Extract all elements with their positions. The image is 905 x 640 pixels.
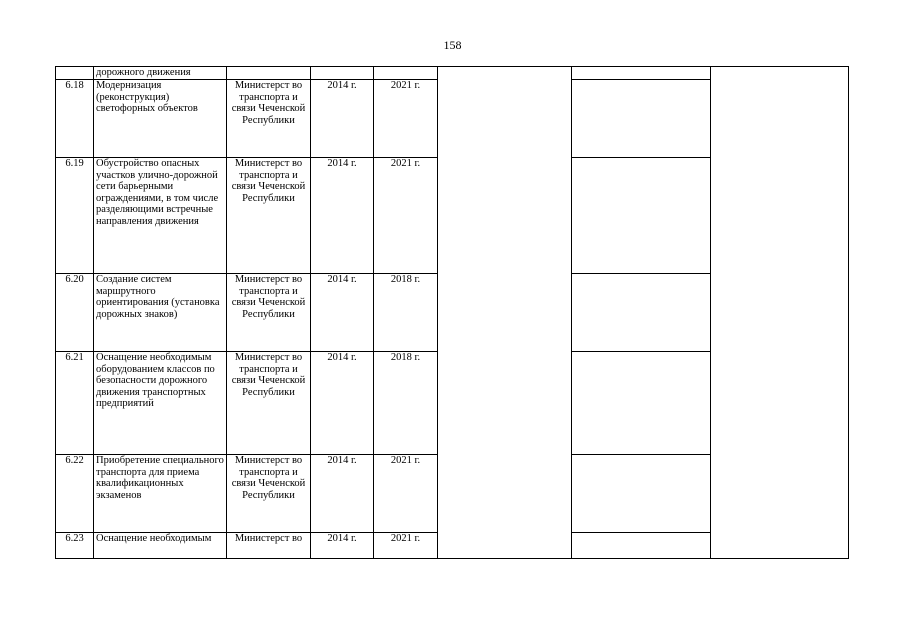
cell-end-year: 2018 г. [374,274,438,352]
cell-start-year: 2014 г. [311,455,374,533]
cell-number: 6.20 [56,274,94,352]
cell-end-year: 2021 г. [374,533,438,559]
cell-number: 6.23 [56,533,94,559]
cell-measure-name: Создание систем маршрутного ориентирования (установка дорожных знаков) [94,274,227,352]
cell-number: 6.21 [56,352,94,455]
cell-executor: Министерст во транспорта и связи Чеченской Республики [227,455,311,533]
table-row-continued [56,67,849,80]
cell-executor: Министерст во транспорта и связи Чеченской Республики [227,352,311,455]
cell-start-year: 2014 г. [311,352,374,455]
cell-blank [572,533,711,559]
cell-blank [572,352,711,455]
cell-merged-column-last [711,67,849,559]
cell-end-year: 2021 г. [374,158,438,274]
cell-blank [572,67,711,80]
cell-measure-name: Оснащение необходимым [94,533,227,559]
cell-executor: Министерст во транспорта и связи Чеченской Республики [227,158,311,274]
cell-start-year: 2014 г. [311,274,374,352]
cell-measure-name: дорожного движения [94,67,227,80]
cell-measure-name: Приобретение специального транспорта для приема квалификационных экзаменов [94,455,227,533]
cell-executor: Министерст во транспорта и связи Чеченской Республики [227,274,311,352]
cell-measure-name: Модернизация (реконструкция) светофорных объектов [94,80,227,158]
cell-start-year: 2014 г. [311,80,374,158]
cell-measure-name: Оснащение необходимым оборудованием классов по безопасности дорожного движения транспортных предприятий [94,352,227,455]
cell-number: 6.18 [56,80,94,158]
cell-executor [227,67,311,80]
cell-start-year: 2014 г. [311,533,374,559]
cell-blank [572,455,711,533]
cell-end-year: 2021 г. [374,455,438,533]
program-measures-table [55,66,849,559]
cell-measure-name: Обустройство опасных участков улично-дорожной сети барьерными ограждениями, в том числе разделяющими встречные направления движения [94,158,227,274]
cell-merged-column [438,67,572,559]
cell-number: 6.19 [56,158,94,274]
cell-number [56,67,94,80]
cell-end-year: 2018 г. [374,352,438,455]
cell-number: 6.22 [56,455,94,533]
page-number: 158 [443,38,462,52]
cell-blank [572,274,711,352]
cell-executor: Министерст во транспорта и связи Чеченской Республики [227,80,311,158]
cell-blank [572,80,711,158]
cell-end-year [374,67,438,80]
cell-start-year [311,67,374,80]
cell-blank [572,158,711,274]
cell-end-year: 2021 г. [374,80,438,158]
cell-executor: Министерст во [227,533,311,559]
cell-start-year: 2014 г. [311,158,374,274]
